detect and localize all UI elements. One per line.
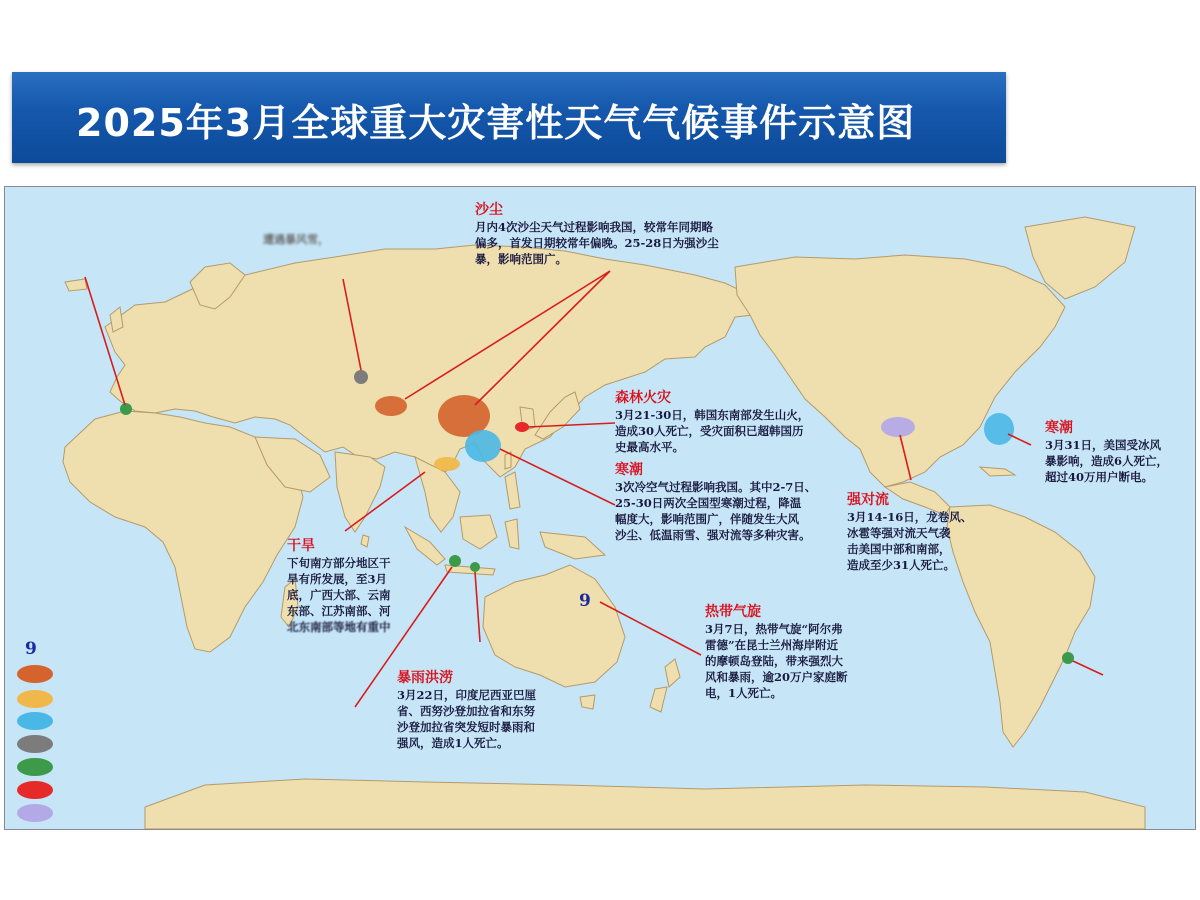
legend-convection-dot <box>17 804 53 822</box>
annotation-cyclone-line-1: 3月7日，热带气旋“阿尔弗 <box>705 622 843 636</box>
annotation-cyclone-title: 热带气旋 <box>705 604 761 620</box>
annotation-cold-wave-china-line-4: 沙尘、低温雨雪、强对流等多种灾害。 <box>615 528 811 542</box>
legend-rainstorm-dot <box>17 758 53 776</box>
event-rainstorm-indonesia-2 <box>470 562 480 572</box>
annotation-cold-wave-china-line-2: 25-30日两次全国型寒潮过程，降温 <box>615 496 802 510</box>
annotation-russia-snow-blurred: 遭遇暴风雪， <box>263 233 329 246</box>
annotation-drought-title: 干旱 <box>287 538 315 554</box>
land-tasmania <box>580 695 595 709</box>
event-snowstorm-russia <box>354 370 368 384</box>
annotation-drought-line-3: 底，广西大部、云南 <box>287 588 391 602</box>
page-title: 2025年3月全球重大灾害性天气气候事件示意图 <box>76 101 916 145</box>
event-wildfire-korea <box>515 422 529 432</box>
annotation-wildfire-line-2: 造成30人死亡，受灾面积已超韩国历 <box>615 424 804 438</box>
annotation-cold-wave-us <box>1045 419 1168 485</box>
annotation-rainstorm-line-4: 强风，造成1人死亡。 <box>397 736 509 750</box>
annotation-rainstorm-title: 暴雨洪涝 <box>397 670 453 686</box>
annotation-cold-wave-china-line-1: 3次冷空气过程影响我国。其中2-7日、 <box>615 480 817 494</box>
annotation-wildfire-title: 森林火灾 <box>615 390 671 406</box>
annotation-cyclone-line-3: 的摩顿岛登陆，带来强烈大 <box>705 654 843 668</box>
annotation-wildfire <box>615 389 809 455</box>
annotation-convection-title: 强对流 <box>847 492 889 508</box>
annotation-convection-line-1: 3月14-16日，龙卷风、 <box>847 510 973 524</box>
annotation-sand-dust-line-2: 偏多，首发日期较常年偏晚。25-28日为强沙尘 <box>475 236 719 250</box>
annotation-sand-dust-line-1: 月内4次沙尘天气过程影响我国，较常年同期略 <box>475 220 713 234</box>
legend-cyclone-icon: 9 <box>25 639 37 659</box>
annotation-drought-line-5: 北东南部等地有重中 <box>287 620 391 634</box>
annotation-wildfire-line-1: 3月21-30日，韩国东南部发生山火， <box>615 408 810 422</box>
annotation-rainstorm-line-2: 省、西努沙登加拉省和东努 <box>397 704 535 718</box>
annotation-convection-line-2: 冰雹等强对流天气袭 <box>847 526 951 540</box>
event-cold-wave-us <box>984 413 1014 445</box>
annotation-cold-wave-china <box>615 461 816 543</box>
annotation-cold-wave-us-line-3: 超过40万用户断电。 <box>1045 470 1154 484</box>
annotation-cold-wave-us-line-2: 暴影响，造成6人死亡， <box>1045 454 1169 468</box>
annotation-rainstorm-line-1: 3月22日，印度尼西亚巴厘 <box>397 688 537 702</box>
annotation-wildfire-line-3: 史最高水平。 <box>615 440 684 454</box>
annotation-cold-wave-china-line-3: 幅度大，影响范围广，伴随发生大风 <box>615 512 799 526</box>
event-rainstorm-indonesia-1 <box>449 555 461 567</box>
annotation-sand-dust-line-3: 暴，影响范围广。 <box>475 252 567 266</box>
annotation-sand-dust-title: 沙尘 <box>475 202 503 218</box>
event-cold-wave-china <box>465 430 501 462</box>
annotation-drought <box>287 537 391 635</box>
annotation-rainstorm-line-3: 沙登加拉省突发短时暴雨和 <box>397 720 535 734</box>
annotation-rainstorm <box>397 669 536 751</box>
annotation-convection-line-4: 造成至少31人死亡。 <box>847 558 956 572</box>
event-rainstorm-spain <box>120 403 132 415</box>
cyclone-icon: 9 <box>579 591 591 611</box>
annotation-cyclone <box>705 603 848 701</box>
legend-cold-wave-dot <box>17 712 53 730</box>
annotation-drought-line-2: 旱有所发展，至3月 <box>287 572 388 586</box>
annotation-sand-dust <box>475 201 719 267</box>
annotation-cold-wave-us-title: 寒潮 <box>1045 420 1073 436</box>
map-canvas <box>5 187 1195 829</box>
annotation-drought-line-1: 下旬南方部分地区干 <box>287 556 391 570</box>
event-sand-dust-mongolia <box>375 396 407 416</box>
annotation-convection-line-3: 击美国中部和南部， <box>847 542 951 556</box>
event-convection-us <box>881 417 915 437</box>
annotation-cold-wave-us-line-1: 3月31日，美国受冰风 <box>1045 438 1162 452</box>
legend-drought-dot <box>17 690 53 708</box>
event-rainstorm-argentina <box>1062 652 1074 664</box>
legend-snowstorm-dot <box>17 735 53 753</box>
event-drought-south-china <box>434 457 460 471</box>
annotation-cyclone-line-4: 风和暴雨，逾20万户家庭断 <box>705 670 848 684</box>
annotation-drought-line-4: 东部、江苏南部、河 <box>287 604 391 618</box>
legend-wildfire-dot <box>17 781 53 799</box>
annotation-convection <box>847 491 972 573</box>
annotation-cyclone-line-5: 电，1人死亡。 <box>705 686 783 700</box>
world-map <box>4 186 1196 830</box>
annotation-cyclone-line-2: 雷德”在昆士兰州海岸附近 <box>705 638 839 652</box>
legend-sand-dust-dot <box>17 665 53 683</box>
annotation-cold-wave-china-title: 寒潮 <box>615 462 643 478</box>
title-banner <box>12 72 1006 163</box>
